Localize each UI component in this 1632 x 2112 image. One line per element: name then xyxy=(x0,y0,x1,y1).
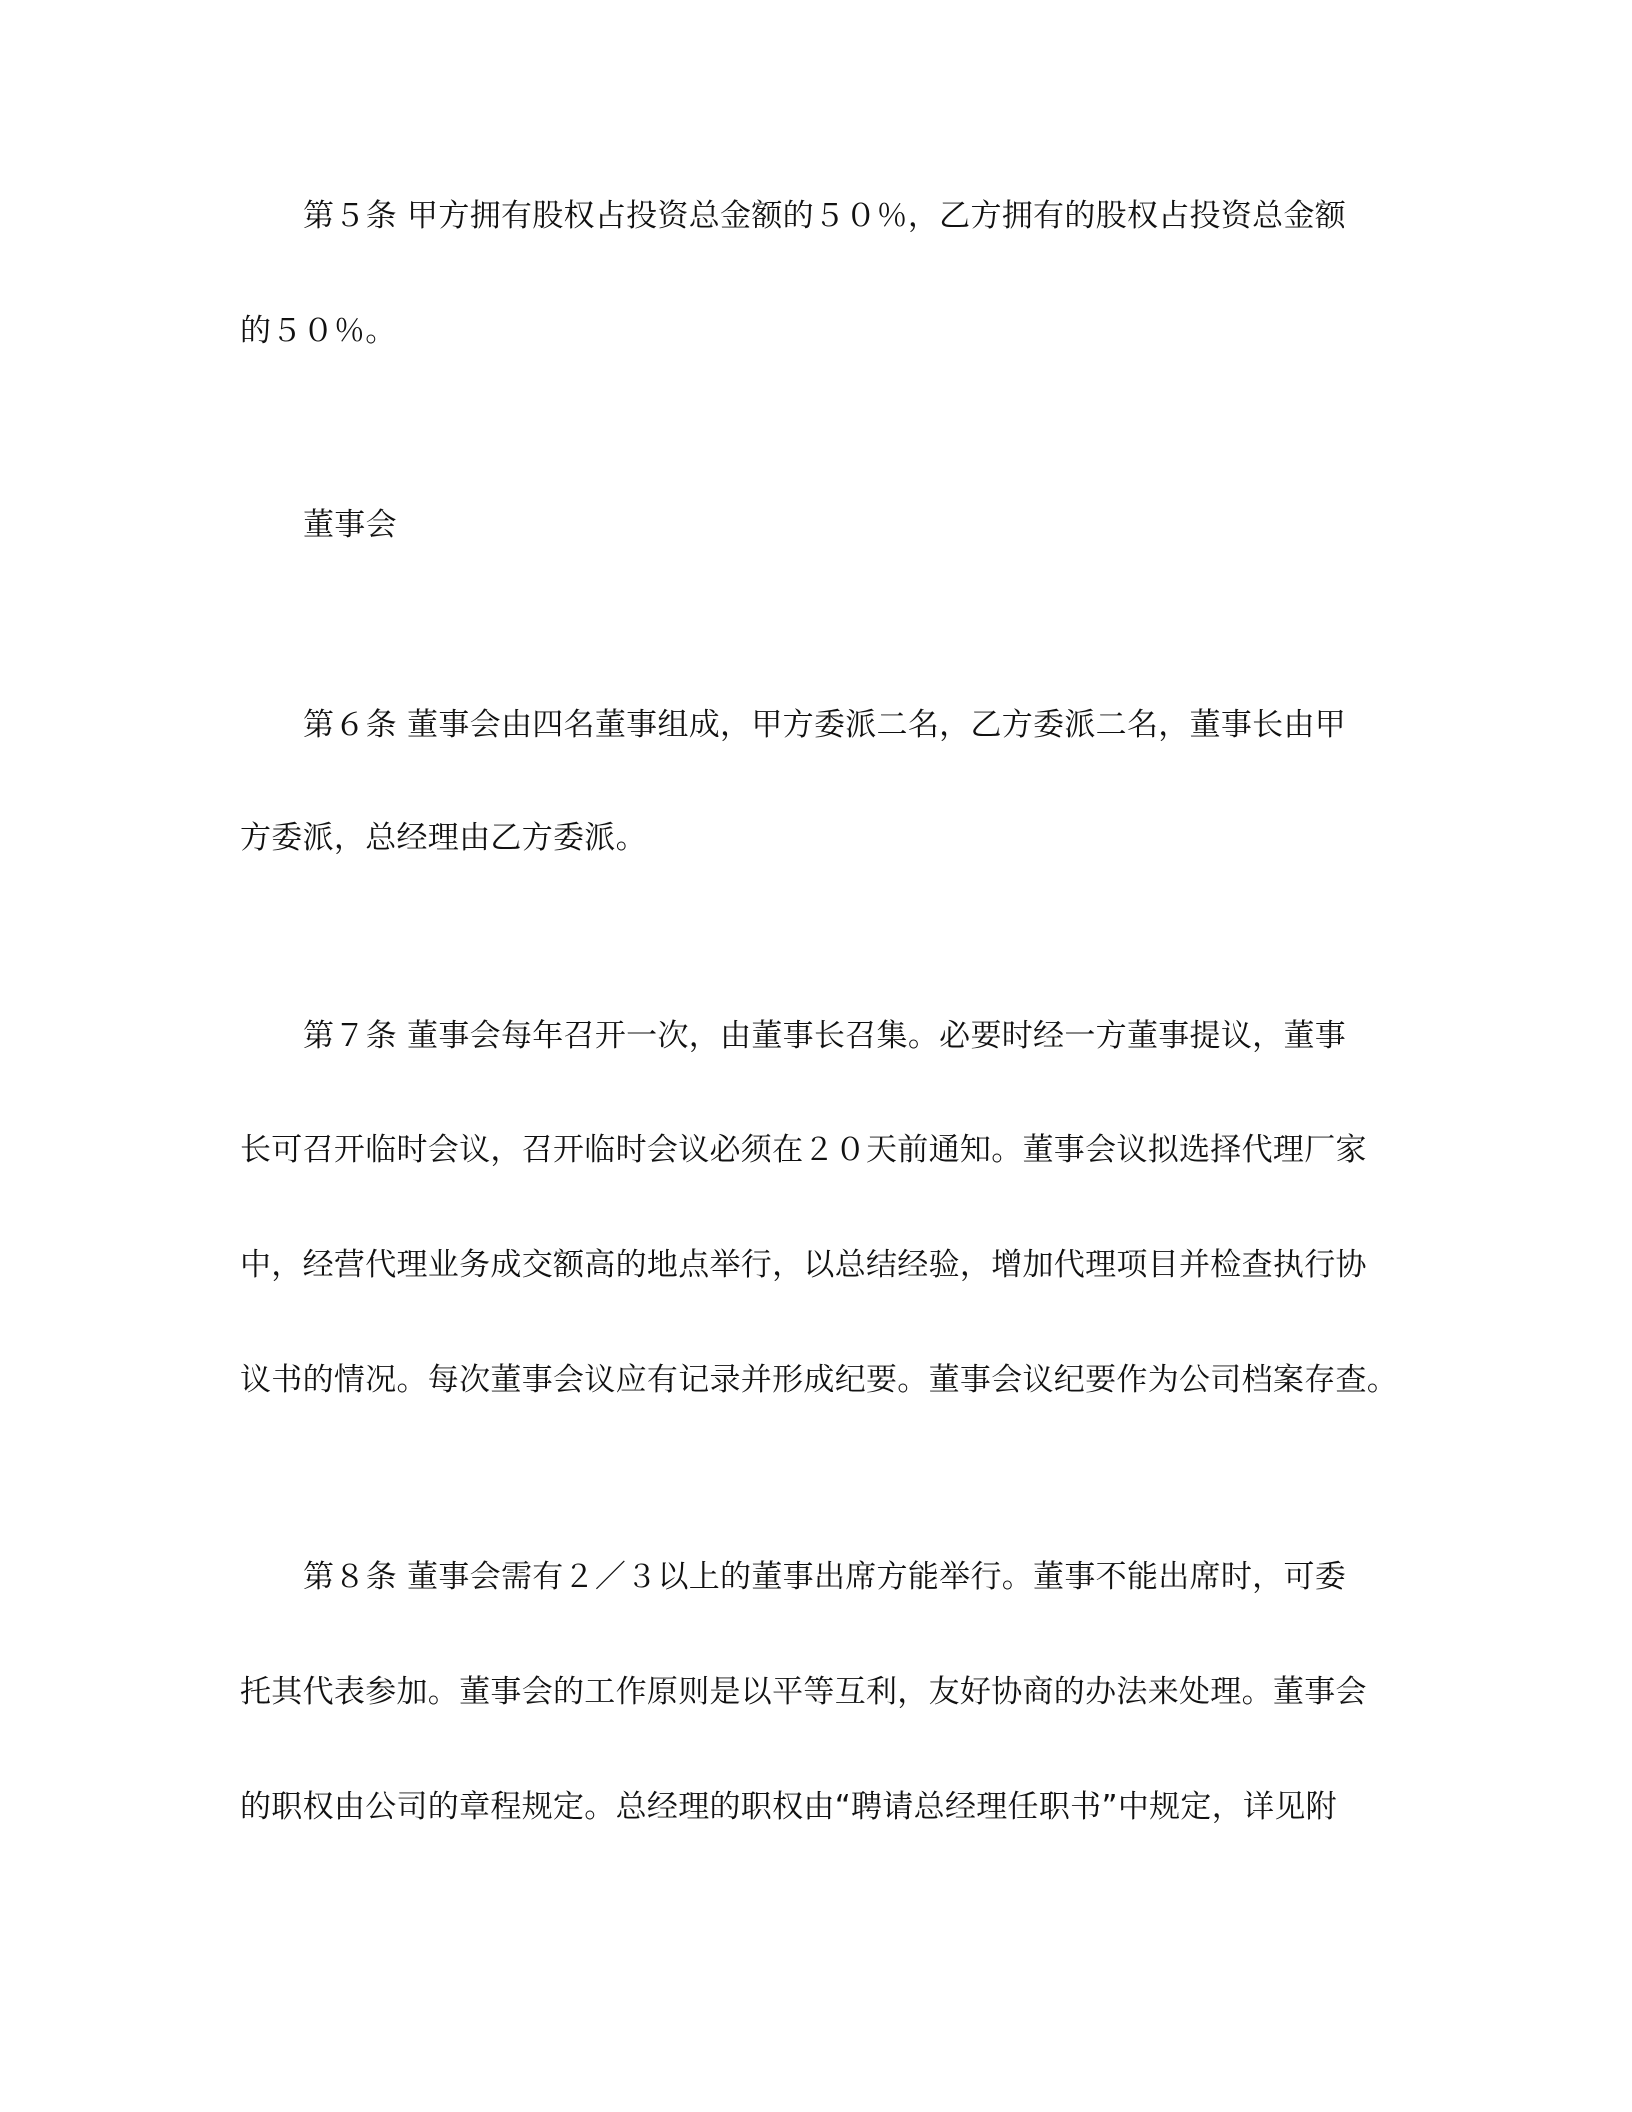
article-5-line-1: 第５条 甲方拥有股权占投资总金额的５０％，乙方拥有的股权占投资总金额 xyxy=(303,198,1347,234)
article-5-line-2: 的５０％。 xyxy=(240,313,397,349)
article-7-line-4: 议书的情况。每次董事会议应有记录并形成纪要。董事会议纪要作为公司档案存查。 xyxy=(240,1362,1399,1398)
article-6-line-1: 第６条 董事会由四名董事组成，甲方委派二名，乙方委派二名，董事长由甲 xyxy=(303,707,1347,743)
article-8-line-3: 的职权由公司的章程规定。总经理的职权由“聘请总经理任职书”中规定，详见附 xyxy=(240,1789,1337,1825)
article-6-line-2: 方委派，总经理由乙方委派。 xyxy=(240,820,647,856)
article-7-line-1: 第７条 董事会每年召开一次，由董事长召集。必要时经一方董事提议，董事 xyxy=(303,1018,1347,1054)
article-7-line-2: 长可召开临时会议，召开临时会议必须在２０天前通知。董事会议拟选择代理厂家 xyxy=(240,1132,1367,1168)
section-heading-board: 董事会 xyxy=(303,507,397,543)
article-8-line-2: 托其代表参加。董事会的工作原则是以平等互利，友好协商的办法来处理。董事会 xyxy=(240,1674,1367,1710)
article-7-line-3: 中，经营代理业务成交额高的地点举行，以总结经验，增加代理项目并检查执行协 xyxy=(240,1247,1367,1283)
article-8-line-1: 第８条 董事会需有２／３以上的董事出席方能举行。董事不能出席时，可委 xyxy=(303,1559,1347,1595)
